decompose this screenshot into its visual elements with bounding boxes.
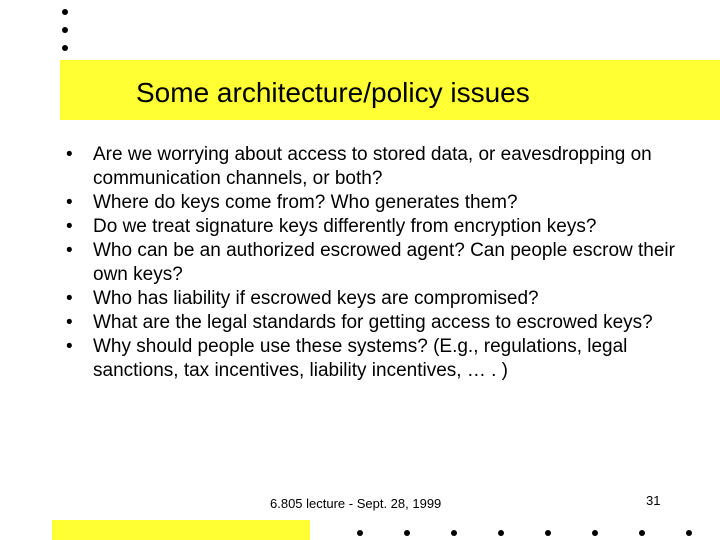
bullet-text: What are the legal standards for getting access to escrowed keys? xyxy=(93,312,653,333)
bullet-text: Who can be an authorized escrowed agent? Can people escrow their own keys? xyxy=(93,240,675,285)
bottom-band xyxy=(52,520,310,540)
decor-dot xyxy=(62,27,68,33)
bullet-icon: • xyxy=(66,192,73,213)
bullet-item xyxy=(66,143,686,191)
bullet-list xyxy=(66,143,686,383)
bullet-icon: • xyxy=(66,312,73,333)
page-number: 31 xyxy=(646,493,661,508)
slide-title: Some architecture/policy issues xyxy=(136,77,530,108)
bullet-text: Do we treat signature keys differently from encryption keys? xyxy=(93,216,597,237)
footer-lecture-info: 6.805 lecture - Sept. 28, 1999 xyxy=(270,496,442,511)
bullet-icon: • xyxy=(66,288,73,309)
decor-dot xyxy=(545,530,551,536)
decor-dot xyxy=(357,530,363,536)
decor-dot xyxy=(592,530,598,536)
bullet-icon: • xyxy=(66,144,73,165)
decor-dot xyxy=(62,9,68,15)
bullet-item xyxy=(66,191,686,215)
bullet-item xyxy=(66,311,686,335)
decor-dot xyxy=(451,530,457,536)
bullet-text: Who has liability if escrowed keys are compromised? xyxy=(93,288,539,309)
bullet-text: Where do keys come from? Who generates them? xyxy=(93,192,518,213)
bullet-text: Why should people use these systems? (E.g., regulations, legal sanctions, tax incentives, liability incentives, … . ) xyxy=(93,336,628,381)
decor-dot xyxy=(639,530,645,536)
bullet-icon: • xyxy=(66,240,73,261)
decor-dot xyxy=(62,45,68,51)
bullet-item xyxy=(66,239,686,287)
decor-dot xyxy=(498,530,504,536)
bullet-icon: • xyxy=(66,336,73,357)
bullet-item xyxy=(66,215,686,239)
bullet-text: Are we worrying about access to stored data, or eavesdropping on communication channels, or both? xyxy=(93,144,652,189)
bullet-icon: • xyxy=(66,216,73,237)
bullet-item xyxy=(66,287,686,311)
decor-dot xyxy=(404,530,410,536)
decor-dot xyxy=(686,530,692,536)
bullet-item xyxy=(66,335,686,383)
